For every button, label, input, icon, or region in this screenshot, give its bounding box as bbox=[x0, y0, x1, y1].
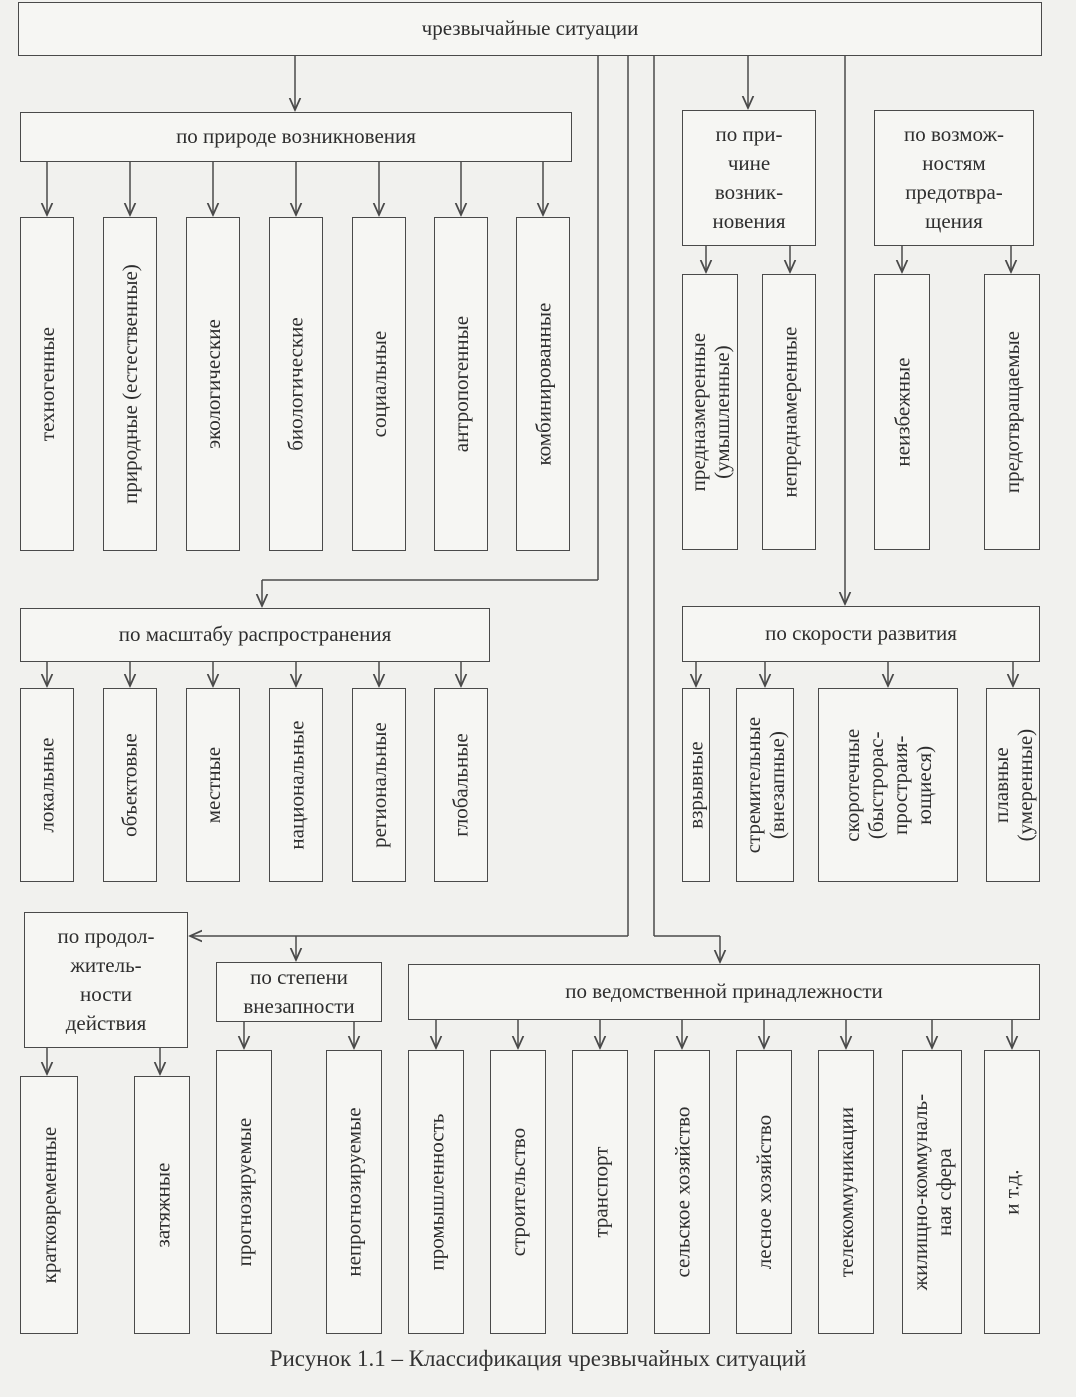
origin-item-natural: природные (естественные) bbox=[103, 217, 157, 551]
suddenness-title: по степени внезапности bbox=[216, 962, 382, 1022]
suddenness-item-unpredictable: непрогнозируемые bbox=[326, 1050, 382, 1334]
cause-item-intentional: предназмеренные (умышленные) bbox=[682, 274, 738, 550]
scale-item-national: национальные bbox=[269, 688, 323, 882]
scale-item-municipal: местные bbox=[186, 688, 240, 882]
department-item-etc: и т.д. bbox=[984, 1050, 1040, 1334]
prevention-item-inevitable: неизбежные bbox=[874, 274, 930, 550]
department-item-telecom: телекоммуникации bbox=[818, 1050, 874, 1334]
suddenness-item-predictable: прогнозируемые bbox=[216, 1050, 272, 1334]
speed-item-fast-spreading: скоротечные (быстрорас- простраия- ющиеся) bbox=[818, 688, 958, 882]
speed-item-rapid: стремительные (внезапные) bbox=[736, 688, 794, 882]
origin-item-social: социальные bbox=[352, 217, 406, 551]
department-item-forestry: лесное хозяйство bbox=[736, 1050, 792, 1334]
speed-item-smooth: плавные (умеренные) bbox=[986, 688, 1040, 882]
cause-item-unintentional: непреднамеренные bbox=[762, 274, 816, 550]
scale-item-local: локальные bbox=[20, 688, 74, 882]
origin-item-combined: комбинированные bbox=[516, 217, 570, 551]
duration-title: по продол- житель- ности действия bbox=[24, 912, 188, 1048]
scale-item-regional: региональные bbox=[352, 688, 406, 882]
scale-title: по масштабу распространения bbox=[20, 608, 490, 662]
duration-item-short: кратковременные bbox=[20, 1076, 78, 1334]
scale-item-object: объектовые bbox=[103, 688, 157, 882]
department-item-transport: транспорт bbox=[572, 1050, 628, 1334]
speed-title: по скорости развития bbox=[682, 606, 1040, 662]
duration-item-prolonged: затяжные bbox=[134, 1076, 190, 1334]
cause-title: по при- чине возник- новения bbox=[682, 110, 816, 246]
prevention-item-preventable: предотвращаемые bbox=[984, 274, 1040, 550]
origin-item-ecological: экологические bbox=[186, 217, 240, 551]
origin-item-biological: биологические bbox=[269, 217, 323, 551]
department-item-housing: жилищно-коммуналь- ная сфера bbox=[902, 1050, 962, 1334]
department-item-construction: строительство bbox=[490, 1050, 546, 1334]
origin-item-technogenic: техногенные bbox=[20, 217, 74, 551]
department-title: по ведомственной принадлежности bbox=[408, 964, 1040, 1020]
root-box: чрезвычайные ситуации bbox=[18, 2, 1042, 56]
figure-caption: Рисунок 1.1 – Классификация чрезвычайных ситуаций bbox=[269, 1346, 807, 1371]
department-item-industry: промышленность bbox=[408, 1050, 464, 1334]
scale-item-global: глобальные bbox=[434, 688, 488, 882]
department-item-agriculture: сельское хозяйство bbox=[654, 1050, 710, 1334]
origin-item-anthropogenic: антропогенные bbox=[434, 217, 488, 551]
prevention-title: по возмож- ностям предотвра- щения bbox=[874, 110, 1034, 246]
origin-title: по природе возникновения bbox=[20, 112, 572, 162]
speed-item-explosive: взрывные bbox=[682, 688, 710, 882]
